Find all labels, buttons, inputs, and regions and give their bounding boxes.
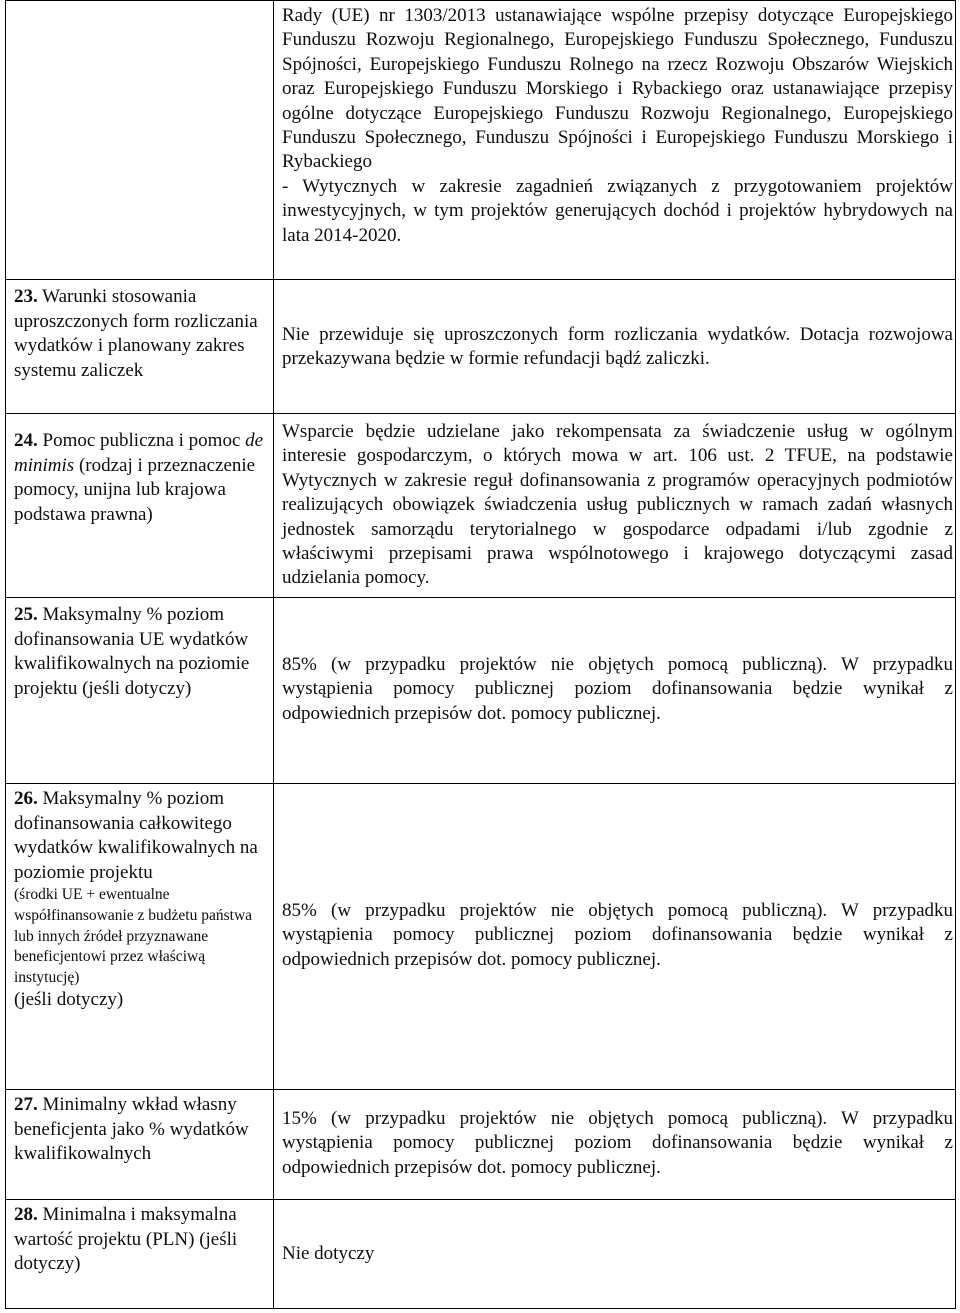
row-label: Maksymalny % poziom dofinansowania całkowitego wydatków kwalifikowalnych na poziomie projektu <box>14 788 258 883</box>
table-right-border <box>955 0 956 1309</box>
row-label-note: (środki UE + ewentualne współfinansowanie z budżetu państwa lub innych źródeł przyznawane beneficjentowi przez właściwą instytucję) <box>14 886 253 986</box>
row-value-text: Nie przewiduje się uproszczonych form rozliczania wydatków. Dotacja rozwojowa przekazywana będzie w formie refundacji bądź zaliczki. <box>282 324 953 370</box>
row-number: 26. <box>14 788 38 809</box>
row-separator <box>5 413 956 414</box>
row-number: 25. <box>14 604 38 625</box>
row-label-tail: (jeśli dotyczy) <box>14 989 124 1011</box>
row-28-value <box>282 1242 953 1266</box>
row-value-text: Nie dotyczy <box>282 1243 375 1264</box>
legal-basis-paragraph: Rady (UE) nr 1303/2013 ustanawiające wspólne przepisy dotyczące Europejskiego Funduszu Rozwoju Regionalnego, Europejskiego Funduszu Społecznego, Funduszu Spójności, Europejskiego Funduszu Rolnego na rzecz Rozwoju Obszarów Wiejskich oraz Europejskiego Funduszu Morskiego i Rybackiego oraz ustanawiające przepisy ogólne dotyczące Europejskiego Funduszu Rozwoju Regionalnego, Europejskiego Funduszu Społecznego, Funduszu Spójności i Europejskiego Funduszu Morskiego i Rybackiego <box>282 5 953 173</box>
row-separator <box>5 783 956 784</box>
row-label-part: (rodzaj i przeznaczenie pomocy, unijna lub krajowa podstawa prawna) <box>14 454 256 525</box>
guidelines-paragraph: - Wytycznych w zakresie zagadnień związanych z przygotowaniem projektów inwestycyjnych, w tym projektów generujących dochód i projektów hybrydowych na lata 2014-2020. <box>282 175 953 246</box>
row-number: 27. <box>14 1094 38 1115</box>
row-value-text: Wsparcie będzie udzielane jako rekompensata za świadczenie usług w ogólnym interesie gospodarczym, o których mowa w art. 106 ust. 2 TFUE, na podstawie Wytycznych w zakresie reguł dofinansowania z programów operacyjnych podmiotów realizujących obowiązek świadczenia usług publicznych w ramach zadań własnych jednostek samorządu terytorialnego w gospodarce odpadami i/lub zgodnie z właściwymi przepisami prawa wspólnotowego i krajowego dotyczącymi zasad udzielania pomocy. <box>282 421 953 589</box>
row-27-value <box>282 1107 953 1180</box>
row-label: Warunki stosowania uproszczonych form rozliczania wydatków i planowany zakres systemu zaliczek <box>14 286 258 381</box>
row-label-part: Pomoc publiczna i pomoc <box>42 430 246 451</box>
row-separator <box>5 279 956 280</box>
row-23-value <box>282 323 953 372</box>
row-28-label <box>14 1203 270 1277</box>
row-23-label <box>14 285 270 383</box>
table-top-border <box>5 0 956 1</box>
row-label: Minimalny wkład własny beneficjenta jako % wydatków kwalifikowalnych <box>14 1094 249 1165</box>
row-value-text: 85% (w przypadku projektów nie objętych pomocą publiczną). W przypadku wystąpienia pomocy publicznej poziom dofinansowania będzie wynikał z odpowiednich przepisów dot. pomocy publicznej. <box>282 900 953 970</box>
row-26-label <box>14 787 270 1013</box>
row-24-value <box>282 420 953 591</box>
table-left-border <box>5 0 6 1309</box>
row-label-italic: de minimis <box>14 430 264 476</box>
row-separator <box>5 597 956 598</box>
row-label: Minimalna i maksymalna wartość projektu (PLN) (jeśli dotyczy) <box>14 1204 238 1275</box>
row-value-text: 85% (w przypadku projektów nie objętych pomocą publiczną). W przypadku wystąpienia pomocy publicznej poziom dofinansowania będzie wynikał z odpowiednich przepisów dot. pomocy publicznej. <box>282 654 953 724</box>
row-continuation-text <box>282 4 953 248</box>
row-label: Maksymalny % poziom dofinansowania UE wydatków kwalifikowalnych na poziomie projektu (jeśli dotyczy) <box>14 604 250 699</box>
row-25-value <box>282 653 953 726</box>
column-divider <box>273 0 274 1309</box>
row-24-label <box>14 429 270 527</box>
row-27-label <box>14 1093 270 1167</box>
row-number: 23. <box>14 286 38 307</box>
row-26-value <box>282 899 953 972</box>
table-bottom-border <box>5 1308 956 1309</box>
row-separator <box>5 1089 956 1090</box>
table-frame <box>5 0 956 1309</box>
row-number: 28. <box>14 1204 38 1225</box>
row-value-text: 15% (w przypadku projektów nie objętych pomocą publiczną). W przypadku wystąpienia pomocy publicznej poziom dofinansowania będzie wynikał z odpowiednich przepisów dot. pomocy publicznej. <box>282 1108 953 1178</box>
row-25-label <box>14 603 270 701</box>
row-number: 24. <box>14 430 38 451</box>
row-separator <box>5 1199 956 1200</box>
